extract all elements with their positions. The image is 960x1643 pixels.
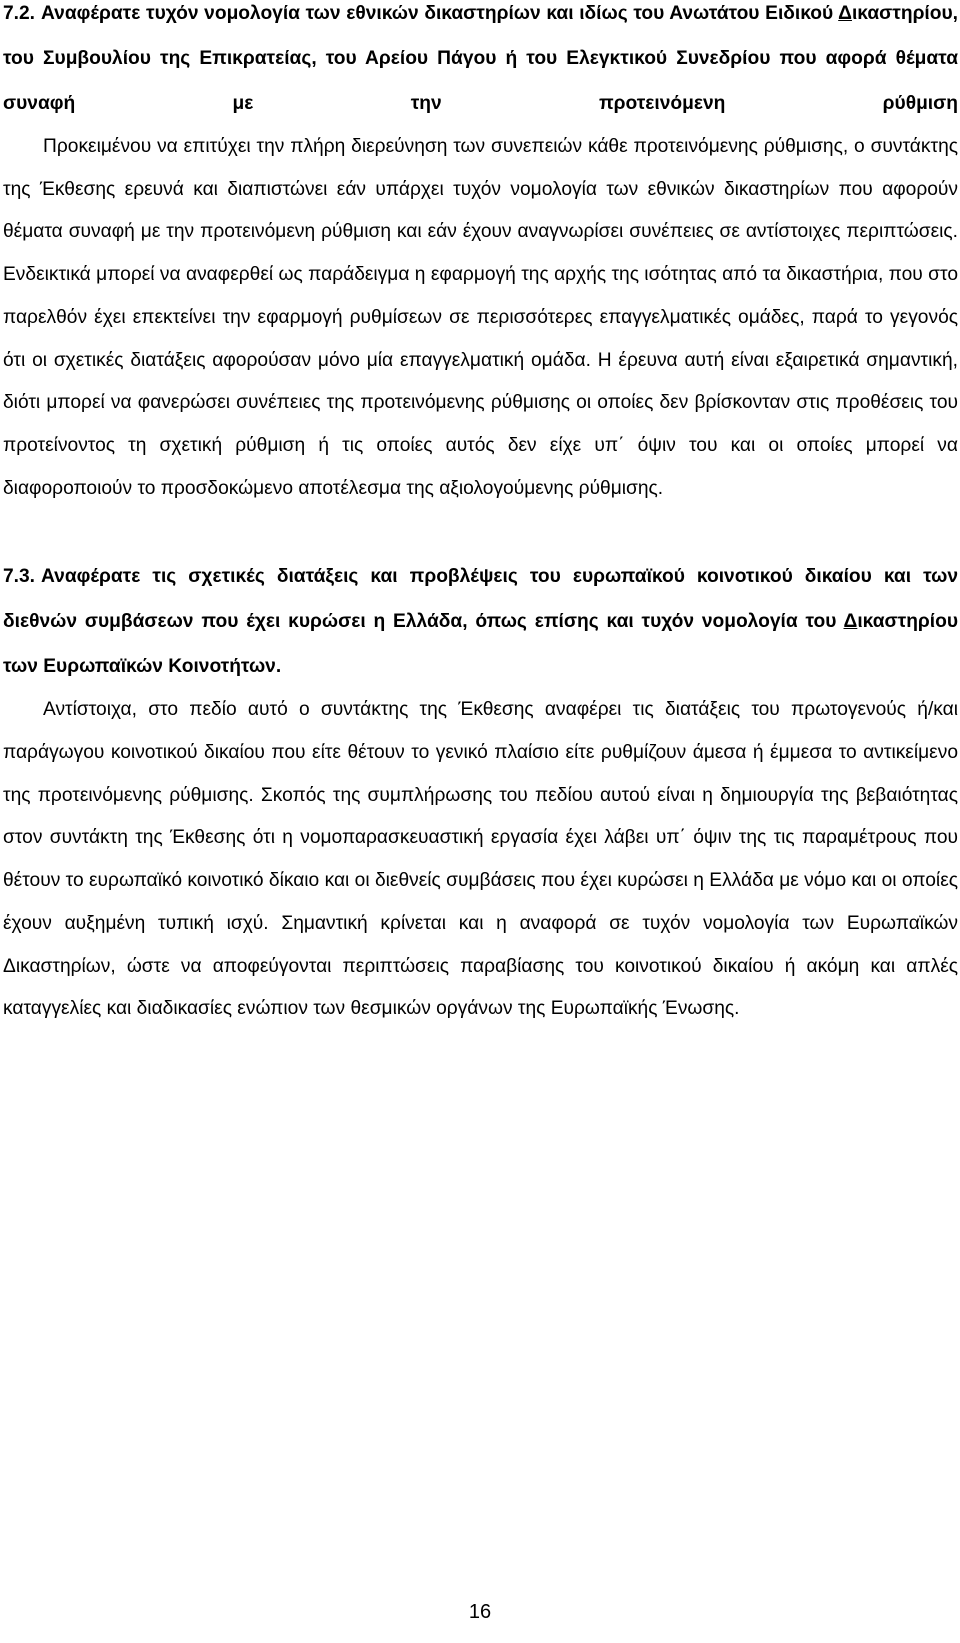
page-number: 16 xyxy=(468,1601,492,1623)
section-7-2-heading xyxy=(3,0,958,126)
section-7-3-heading-text-part2: ικαστηρίου των Ευρωπαϊκών Κοινοτήτων. xyxy=(3,611,958,678)
section-7-2-heading-text-part1: Αναφέρατε τυχόν νομολογία των εθνικών δικαστηρίων και ιδίως του Ανωτάτου Ειδικού xyxy=(41,3,839,24)
section-7-2-heading-underlined-letter: Δ xyxy=(838,3,852,24)
section-7-3-body: Αντίστοιχα, στο πεδίο αυτό ο συντάκτης της Έκθεσης αναφέρει τις διατάξεις του πρωτογενούς ή/και παράγωγου κοινοτικού δικαίου που είτε θέτουν το γενικό πλαίσιο είτε ρυθμίζουν άμεσα ή έμμεσα το αντικείμενο της προτεινόμενης ρύθμισης. Σκοπός της συμπλήρωσης του πεδίου αυτού είναι η δημιουργία της βεβαιότητας στον συντάκτη της Έκθεσης ότι η νομοπαρασκευαστική εργασία έχει λάβει υπ΄ όψιν της τις παραμέτρους που θέτουν το ευρωπαϊκό κοινοτικό δίκαιο και οι διεθνείς συμβάσεις που έχει κυρώσει η Ελλάδα με νόμο και οι οποίες έχουν αυξημένη τυπική ισχύ. Σημαντική κρίνεται και η αναφορά σε τυχόν νομολογία των Ευρωπαϊκών Δικαστηρίων, ώστε να αποφεύγονται περιπτώσεις παραβίασης του κοινοτικού δικαίου ή ακόμη και απλές καταγγελίες και διαδικασίες ενώπιον των θεσμικών οργάνων της Ευρωπαϊκής Ένωσης. xyxy=(3,699,958,1020)
section-7-2-body: Προκειμένου να επιτύχει την πλήρη διερεύνηση των συνεπειών κάθε προτεινόμενης ρύθμισης, ο συντάκτης της Έκθεσης ερευνά και διαπιστώνει εάν υπάρχει τυχόν νομολογία των εθνικών δικαστηρίων που αφορούν θέματα συναφή με την προτεινόμενη ρύθμιση και εάν έχουν αναγνωρίσει συνέπειες σε αντίστοιχες περιπτώσεις. Ενδεικτικά μπορεί να αναφερθεί ως παράδειγμα η εφαρμογή της αρχής της ισότητας από τα δικαστήρια, που στο παρελθόν έχει επεκτείνει την εφαρμογή ρυθμίσεων σε περισσότερες επαγγελματικές ομάδες, παρά το γεγονός ότι οι σχετικές διατάξεις αφορούσαν μόνο μία επαγγελματική ομάδα. Η έρευνα αυτή είναι εξαιρετικά σημαντική, διότι μπορεί να φανερώσει συνέπειες της προτεινόμενης ρύθμισης οι οποίες δεν βρίσκονταν στις προθέσεις του προτείνοντος τη σχετική ρύθμιση ή τις οποίες αυτός δεν είχε υπ΄ όψιν του και οι οποίες μπορεί να διαφοροποιούν το προσδοκώμενο αποτέλεσμα της αξιολογούμενης ρύθμισης. xyxy=(3,136,958,499)
section-7-3-heading-text-part1: Αναφέρατε τις σχετικές διατάξεις και προβλέψεις του ευρωπαϊκού κοινοτικού δικαίου και των διεθνών συμβάσεων που έχει κυρώσει η Ελλάδα, όπως επίσης και τυχόν νομολογία του xyxy=(3,566,958,633)
section-7-2-heading-text-part2: ικαστηρίου, του Συμβουλίου της Επικρατείας, του Αρείου Πάγου ή του Ελεγκτικού Συνεδρίου που αφορά θέματα συναφή με την προτεινόμενη ρύθμιση xyxy=(3,3,958,114)
section-7-2-number: 7.2. xyxy=(3,3,36,24)
section-7-3-heading-underlined-letter: Δ xyxy=(843,611,858,633)
section-spacer xyxy=(3,510,958,554)
section-7-3-number: 7.3. xyxy=(3,566,36,588)
section-7-3-heading xyxy=(3,554,958,689)
